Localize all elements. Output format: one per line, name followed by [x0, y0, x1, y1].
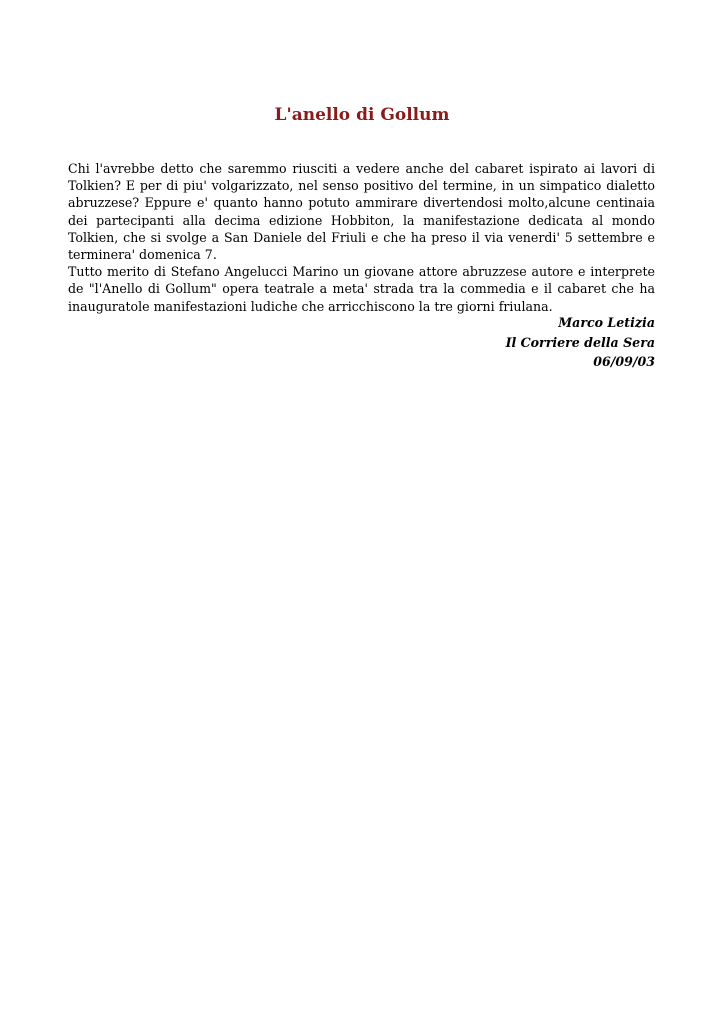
article-signature — [506, 313, 655, 372]
article-paragraph-1: Chi l'avrebbe detto che saremmo riusciti a vedere anche del cabaret ispirato ai lavori di Tolkien? E per di piu' volgarizzato, nel senso positivo del termine, in un simpatico dialetto abruzzese? Eppure e' quanto hanno potuto ammirare divertendosi molto,alcune centinaia dei partecipanti alla decima edizione Hobbiton, la manifestazione dedicata al mondo Tolkien, che si svolge a San Daniele del Friuli e che ha preso il via venerdi' 5 settembre e terminera' domenica 7. — [68, 161, 655, 263]
article-title: L'anello di Gollum — [274, 105, 450, 125]
author-name: Marco Letizia — [558, 315, 655, 330]
article-body — [68, 160, 655, 315]
article-paragraph-2: Tutto merito di Stefano Angelucci Marino un giovane attore abruzzese autore e interprete de "l'Anello di Gollum" opera teatrale a meta' strada tra la commedia e il cabaret che ha inauguratole manifestazioni ludiche che arricchiscono la tre giorni friulana. — [68, 264, 655, 314]
publication-date: 06/09/03 — [593, 354, 655, 369]
publication-name: Il Corriere della Sera — [505, 334, 655, 350]
